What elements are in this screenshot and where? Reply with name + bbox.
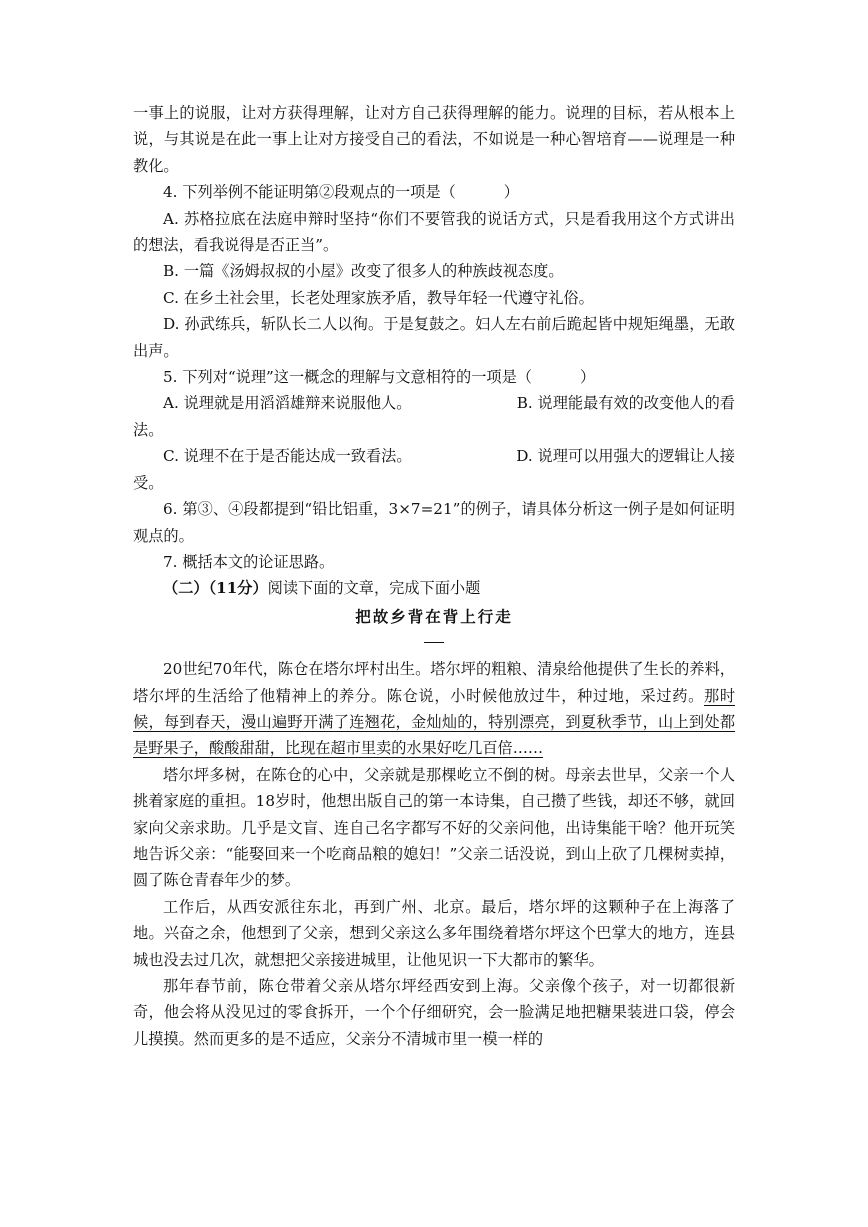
passage1-tail: 一事上的说服，让对方获得理解，让对方自己获得理解的能力。说理的目标，若从根本上说，与其说是在此一事上让对方接受自己的看法，不如说是一种心智培育——说理是一种教化。 [133,104,735,175]
section-2-header [133,575,735,601]
question-5-options-cd [133,443,735,469]
question-4-option-b: B. 一篇《汤姆叔叔的小屋》改变了很多人的种族歧视态度。 [163,262,564,281]
question-4-option-c: C. 在乡土社会里，长老处理家族矛盾，教导年轻一代遵守礼俗。 [163,288,594,307]
question-7: 7. 概括本文的论证思路。 [163,552,335,571]
article-title: 把故乡背在背上行走 [355,606,513,626]
article-paragraph-4: 那年春节前，陈仓带着父亲从塔尔坪经西安到上海。父亲像个孩子，对一切都很新奇，他会将从没见过的零食拆开，一个个仔细研究，会一脸满足地把糖果装进口袋，停会儿摸摸。然而更多的是不适应，父亲分不清城市里一模一样的 [133,977,735,1048]
section-2-label: （二）（11分） [163,579,268,598]
question-4-option-d: D. 孙武练兵，斩队长二人以徇。于是复鼓之。妇人左右前后跪起皆中规矩绳墨，无敢出声。 [133,315,735,360]
question-5-option-b: B. 说理能最有效的改变他人的看 [516,394,735,413]
question-5-stem: 5. 下列对“说理”这一概念的理解与文意相符的一项是（ ） [163,368,596,387]
question-4-stem: 4. 下列举例不能证明第②段观点的一项是（ ） [163,183,519,202]
question-5-option-a: A. 说理就是用滔滔雄辩来说服他人。 [163,394,412,413]
question-5-option-d: D. 说理可以用强大的逻辑让人接 [516,447,735,466]
article-paragraph-2: 塔尔坪多树，在陈仓的心中，父亲就是那棵屹立不倒的树。母亲去世早，父亲一个人挑着家庭的重担。18岁时，他想出版自己的第一本诗集，自己攒了些钱，却还不够，就回家向父亲求助。几乎是文盲、连自己名字都写不好的父亲问他，出诗集能干啥？他开玩笑地告诉父亲：“能娶回来一个吃商品粮的媳妇！”父亲二话没说，到山上砍了几棵树卖掉，圆了陈仓青春年少的梦。 [133,765,735,890]
question-5-option-d-cont: 受。 [133,473,164,492]
part-one-mark [424,642,444,643]
question-5-option-b-cont: 法。 [133,420,164,439]
article-paragraph-1: 20世纪70年代，陈仓在塔尔坪村出生。塔尔坪的粗粮、清泉给他提供了生长的养料，塔尔坪的生活给了他精神上的养分。陈仓说，小时候他放过牛，种过地，采过药。那时候，每到春天，漫山遍野开满了连翘花，金灿灿的，特别漂亮，到夏秋季节，山上到处都是野果子，酸酸甜甜，比现在超市里卖的水果好吃几百倍…… [133,660,736,758]
question-6: 6. 第③、④段都提到“铅比铝重，3×7=21”的例子，请具体分析这一例子是如何证明观点的。 [133,500,735,545]
question-5-option-c: C. 说理不在于是否能达成一致看法。 [163,447,412,466]
question-5-options-ab [133,390,735,416]
document-page [133,100,735,1052]
underlined-sentence: 那时候，每到春天，漫山遍野开满了连翘花，金灿灿的，特别漂亮，到夏秋季节，山上到处都是野果子，酸酸甜甜，比现在超市里卖的水果好吃几百倍…… [133,686,736,758]
article-paragraph-3: 工作后，从西安派往东北，再到广州、北京。最后，塔尔坪的这颗种子在上海落了地。兴奋之余，他想到了父亲，想到父亲这么多年围绕着塔尔坪这个巴掌大的地方，连县城也没去过几次，就想把父亲接进城里，让他见识一下大都市的繁华。 [133,897,735,969]
section-2-instruction: 阅读下面的文章，完成下面小题 [267,579,481,598]
article-part-number [133,630,735,656]
question-4-option-a: A. 苏格拉底在法庭申辩时坚持“你们不要管我的说话方式，只是看我用这个方式讲出的想法，看我说得是否正当”。 [133,209,735,255]
